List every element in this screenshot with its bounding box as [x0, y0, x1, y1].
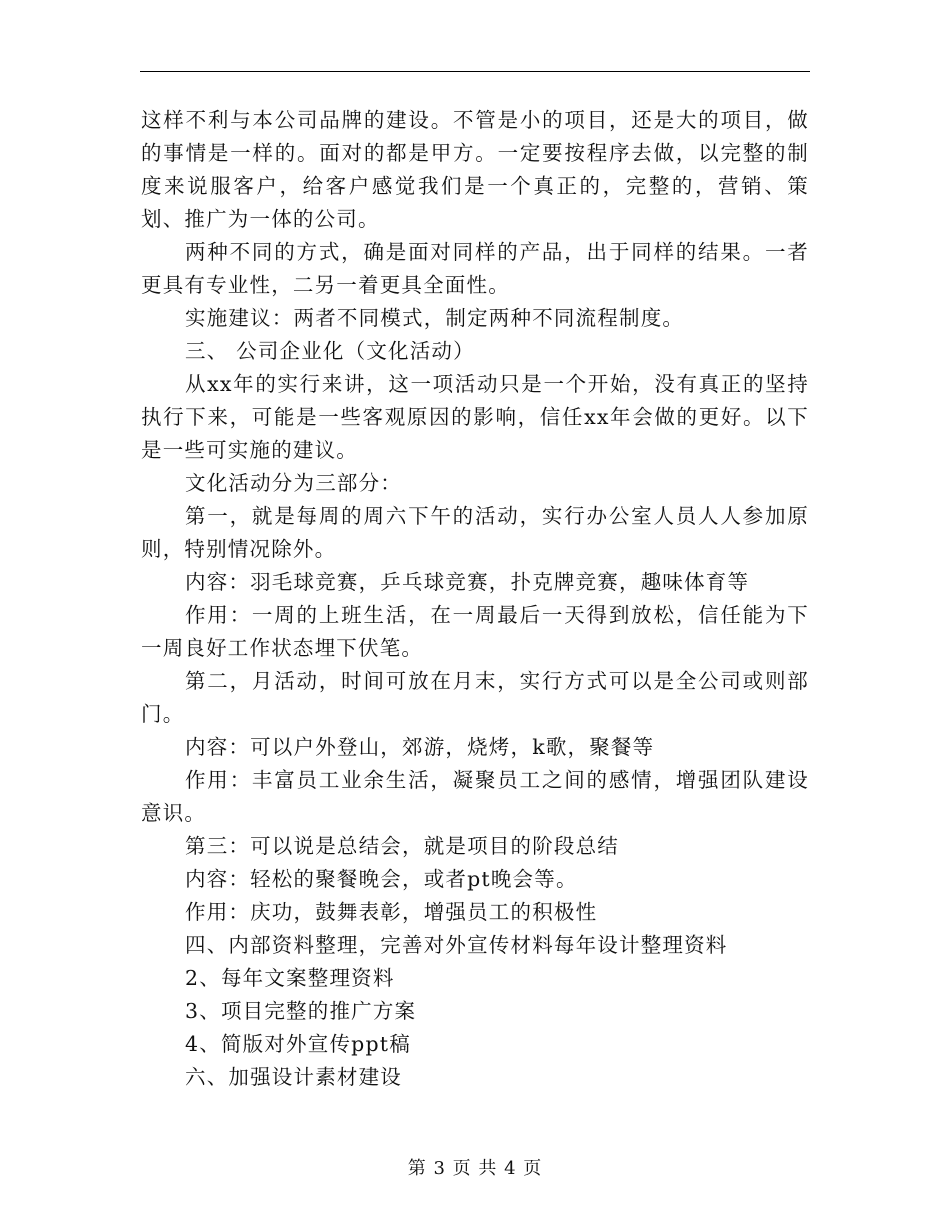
paragraph: 第三：可以说是总结会，就是项目的阶段总结 — [185, 834, 619, 858]
paragraph: 从xx年的实行来讲，这一项活动只是一个开始，没有真正的坚持执行下来，可能是一些客观原因的影响，信任xx年会做的更好。以下是一些可实施的建议。 — [141, 372, 809, 462]
paragraph: 作用：一周的上班生活，在一周最后一天得到放松，信任能为下一周良好工作状态埋下伏笔。 — [141, 603, 809, 660]
paragraph: 第一，就是每周的周六下午的活动，实行办公室人员人人参加原则，特别情况除外。 — [141, 504, 809, 561]
list-item: 2、每年文案整理资料 — [185, 966, 395, 990]
paragraph: 内容：轻松的聚餐晚会，或者pt晚会等。 — [185, 867, 578, 891]
paragraph: 内容：可以户外登山，郊游，烧烤，k歌，聚餐等 — [185, 735, 655, 759]
paragraph: 作用：丰富员工业余生活，凝聚员工之间的感情，增强团队建设意识。 — [141, 768, 809, 825]
page-number: 第 3 页 共 4 页 — [407, 1158, 543, 1179]
header-rule — [140, 71, 810, 72]
section-heading: 六、加强设计素材建设 — [185, 1065, 402, 1089]
paragraph: 文化活动分为三部分： — [185, 471, 402, 495]
paragraph: 实施建议：两者不同模式，制定两种不同流程制度。 — [185, 306, 685, 330]
section-heading: 四、内部资料整理，完善对外宣传材料每年设计整理资料 — [185, 933, 728, 957]
list-item: 4、简版对外宣传ppt稿 — [185, 1032, 411, 1056]
list-item: 3、项目完整的推广方案 — [185, 999, 417, 1023]
paragraph: 这样不利与本公司品牌的建设。不管是小的项目，还是大的项目，做的事情是一样的。面对的都是甲方。一定要按程序去做，以完整的制度来说服客户，给客户感觉我们是一个真正的，完整的，营销、策划、推广为一体的公司。 — [141, 108, 809, 231]
paragraph: 第二，月活动，时间可放在月末，实行方式可以是全公司或则部门。 — [141, 669, 809, 726]
paragraph: 作用：庆功，鼓舞表彰，增强员工的积极性 — [185, 900, 598, 924]
paragraph: 两种不同的方式，确是面对同样的产品，出于同样的结果。一者更具有专业性，二另一着更具全面性。 — [141, 240, 809, 297]
document-body — [141, 104, 809, 1094]
section-heading: 三、 公司企业化（文化活动） — [185, 339, 475, 363]
paragraph: 内容：羽毛球竞赛，乒乓球竞赛，扑克牌竞赛，趣味体育等 — [185, 570, 750, 594]
